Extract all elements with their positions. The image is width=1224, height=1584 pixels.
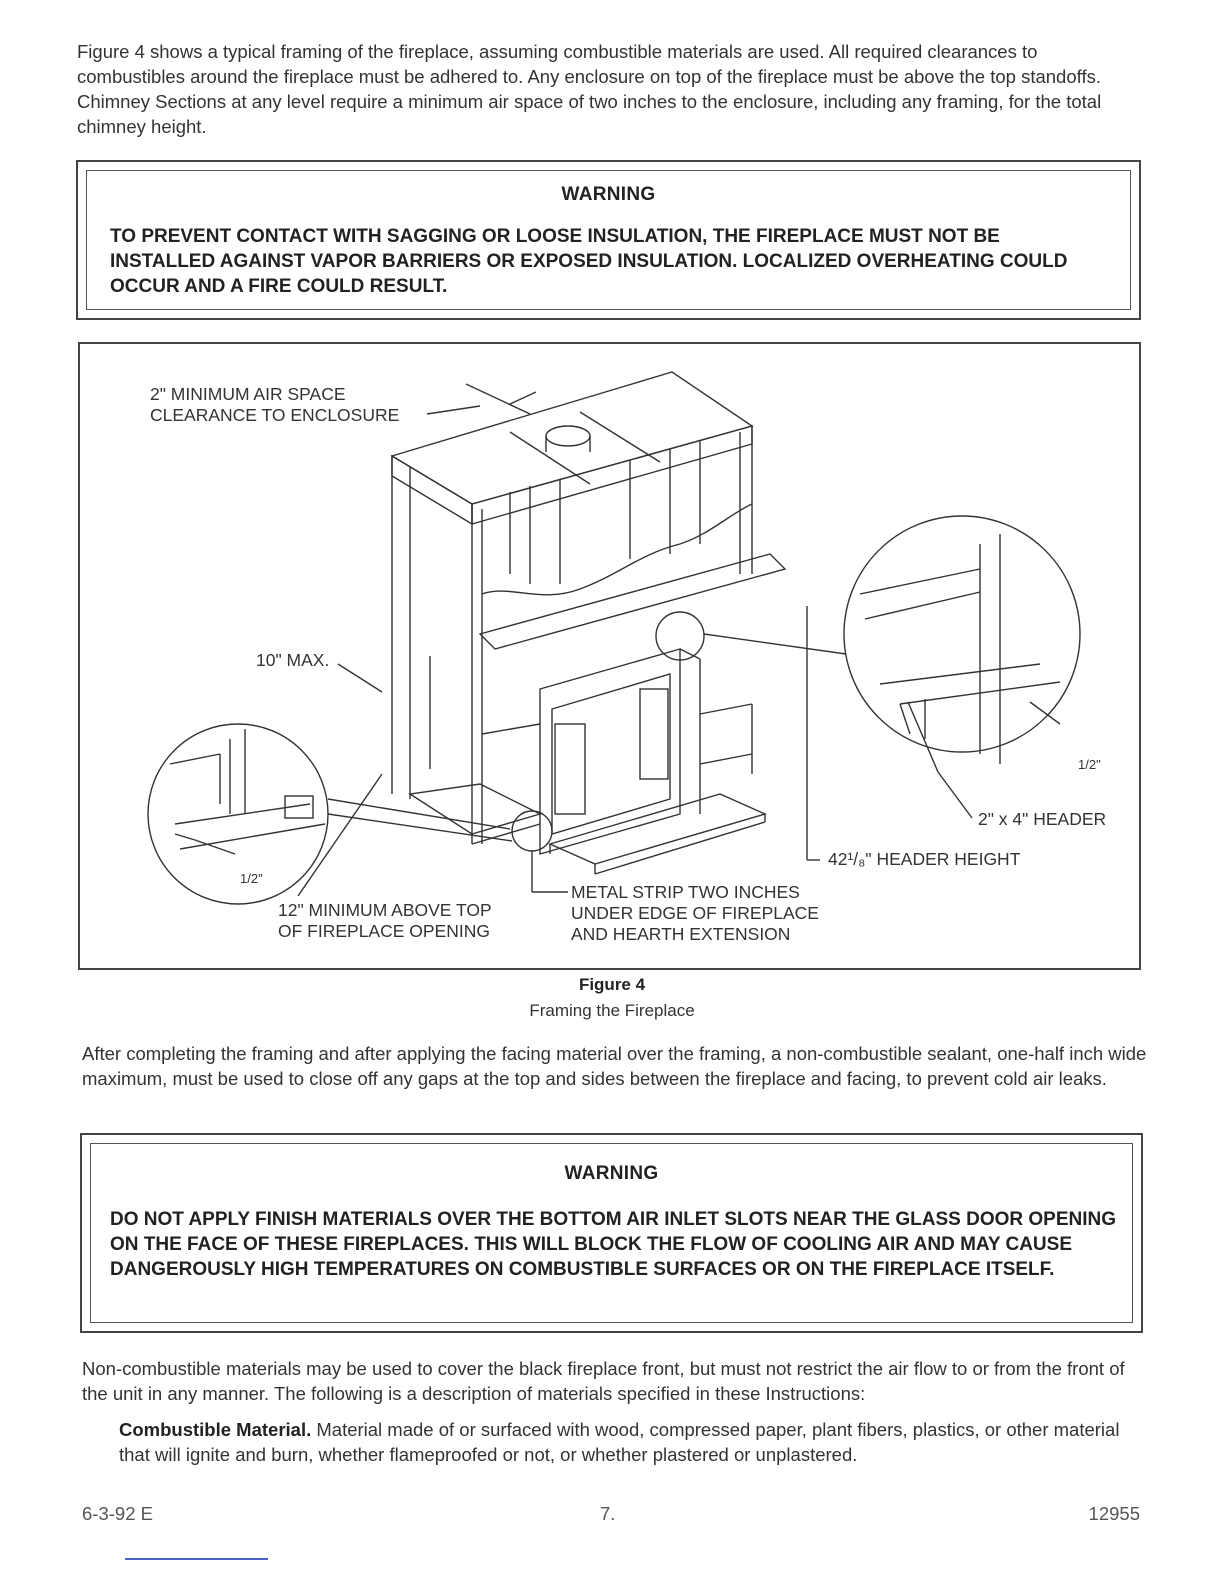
non-combustible-paragraph: Non-combustible materials may be used to cover the black fireplace front, but must not restrict the air flow to or from the front of the unit in any manner. The following is a description of materials specified in these Instructions: <box>82 1358 1125 1404</box>
footer-page-number: 7. <box>600 1503 616 1524</box>
warning-title: WARNING <box>561 184 656 205</box>
footer-date: 6-3-92 E <box>82 1503 153 1524</box>
definition-term: Combustible Material. <box>119 1419 312 1440</box>
header-label: 2" x 4" HEADER <box>978 809 1107 829</box>
half-inch-right-label: 1/2" <box>1078 757 1101 772</box>
intro-paragraph: Figure 4 shows a typical framing of the fireplace, assuming combustible materials are used. All required clearances to combustibles around the fireplace must be adhered to. Any enclosure on top of the fireplace must be above the top standoffs. Chimney Sections at any level require a minimum air space of two inches to the enclosure, including any framing, for the total chimney height. <box>77 41 1102 137</box>
warning-box-air-inlet <box>80 1133 1143 1333</box>
warning-text: DO NOT APPLY FINISH MATERIALS OVER THE BOTTOM AIR INLET SLOTS NEAR THE GLASS DOOR OPENING ON THE FACE OF THESE FIREPLACES. THIS WILL BLOCK THE FLOW OF COOLING AIR AND MAY CAUSE DANGEROUSLY HIGH TEMPERATURES ON COMBUSTIBLE SURFACES OR ON THE FIREPLACE ITSELF. <box>110 1209 1117 1280</box>
definition-text: Material made of or surfaced with wood, compressed paper, plant fibers, plastics, or other material that will ignite and burn, whether flameproofed or not, or whether plastered or unplastered. <box>119 1419 1120 1465</box>
air-space-clearance-label: 2" MINIMUM AIR SPACE CLEARANCE TO ENCLOSURE <box>150 384 400 425</box>
metal-strip-label: METAL STRIP TWO INCHES UNDER EDGE OF FIREPLACE AND HEARTH EXTENSION <box>571 882 819 944</box>
figure-4-frame <box>78 342 1141 970</box>
half-inch-left-label: 1/2" <box>240 871 263 886</box>
footer-document-number: 12955 <box>1088 1503 1140 1524</box>
ten-inch-max-label: 10" MAX. <box>256 650 330 670</box>
bottom-rule <box>125 1558 268 1560</box>
fireplace-framing-drawing <box>80 344 1139 968</box>
figure-subcaption: Framing the Fireplace <box>529 1001 695 1020</box>
sealant-paragraph: After completing the framing and after applying the facing material over the framing, a non-combustible sealant, one-half inch wide maximum, must be used to close off any gaps at the top and sides between the fireplace and facing, to prevent cold air leaks. <box>82 1043 1147 1089</box>
warning-title: WARNING <box>564 1163 659 1184</box>
warning-text: TO PREVENT CONTACT WITH SAGGING OR LOOSE INSULATION, THE FIREPLACE MUST NOT BE INSTALLED AGAINST VAPOR BARRIERS OR EXPOSED INSULATION. LOCALIZED OVERHEATING COULD OCCUR AND A FIRE COULD RESULT. <box>110 226 1068 297</box>
figure-caption: Figure 4 <box>578 975 646 994</box>
combustible-material-definition <box>119 1417 1149 1467</box>
header-height-label: 42¹/₈" HEADER HEIGHT <box>828 849 1021 869</box>
twelve-inch-minimum-label: 12" MINIMUM ABOVE TOP OF FIREPLACE OPENING <box>278 900 492 941</box>
warning-box-insulation <box>76 160 1141 320</box>
